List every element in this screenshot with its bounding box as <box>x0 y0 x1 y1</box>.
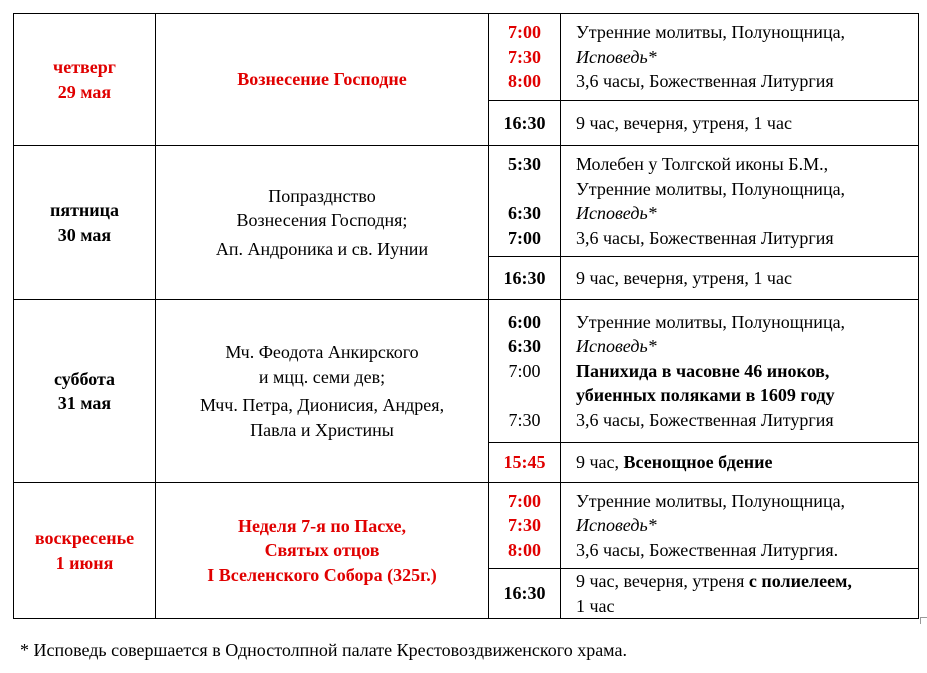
day-cell <box>14 300 156 483</box>
service-line: Всенощное бдение <box>623 452 773 473</box>
time: 6:30 <box>508 203 541 223</box>
time: 16:30 <box>503 267 546 288</box>
service-line: 9 час, вечерня, утреня, 1 час <box>576 267 792 288</box>
time: 7:30 <box>508 46 541 67</box>
time: 16:30 <box>503 112 546 133</box>
service-line: 3,6 часы, Божественная Литургия <box>576 71 834 92</box>
feast-cell <box>156 146 489 300</box>
table-row <box>14 146 919 257</box>
service-line: Утренние молитвы, Полунощница, <box>576 22 846 43</box>
service-line: убиенных поляками в 1609 году <box>576 385 835 406</box>
service-line: Молебен у Толгской иконы Б.М., <box>576 154 829 174</box>
weekday: суббота <box>53 368 116 389</box>
time: 5:30 <box>508 154 541 174</box>
feast-line: Вознесения Господня; <box>236 210 408 231</box>
feast-line: Святых отцов <box>264 540 380 561</box>
service-cell <box>561 443 919 483</box>
feast-cell <box>156 300 489 483</box>
time: 7:00 <box>508 360 541 381</box>
table-corner-marker <box>920 617 927 624</box>
service-line: Утренние молитвы, Полунощница, <box>576 311 846 332</box>
service-line: 3,6 часы, Божественная Литургия <box>576 227 834 248</box>
date: 31 мая <box>57 393 112 413</box>
service-line: Панихида в часовне 46 иноков, <box>576 360 830 381</box>
feast-line: Попразднство <box>268 185 376 206</box>
service-line: 3,6 часы, Божественная Литургия <box>576 409 834 430</box>
feast-line: и мцц. семи дев; <box>258 366 386 387</box>
time: 16:30 <box>503 583 546 604</box>
service-cell <box>561 14 919 101</box>
day-cell <box>14 483 156 619</box>
service-line: 3,6 часы, Божественная Литургия. <box>576 539 839 560</box>
time: 8:00 <box>508 539 541 560</box>
time: 6:30 <box>508 336 541 357</box>
footnote: * Исповедь совершается в Одностолпной палате Крестовоздвиженского храма. <box>20 640 627 660</box>
time: 7:30 <box>508 515 541 536</box>
service-line: 9 час, вечерня, утреня <box>576 571 745 591</box>
feast-line: Мчч. Петра, Дионисия, Андрея, <box>199 395 445 415</box>
service-line: Исповедь* <box>576 515 657 536</box>
service-line: Исповедь* <box>576 46 657 67</box>
service-line: Утренние молитвы, Полунощница, <box>576 490 846 511</box>
weekday: четверг <box>53 57 116 77</box>
time-cell <box>489 101 561 146</box>
service-line: Исповедь* <box>576 203 657 223</box>
table-row <box>14 14 919 101</box>
schedule-table <box>13 13 919 619</box>
time: 15:45 <box>503 452 546 473</box>
feast-line: Мч. Феодота Анкирского <box>225 342 419 362</box>
feast-line: Павла и Христины <box>250 419 394 440</box>
weekday: воскресенье <box>34 528 135 548</box>
day-cell <box>14 146 156 300</box>
time: 7:00 <box>508 22 541 43</box>
time: 7:30 <box>508 409 541 430</box>
feast-cell <box>156 483 489 619</box>
time-cell <box>489 257 561 300</box>
service-cell <box>561 101 919 146</box>
table-row <box>14 483 919 569</box>
feast-line: Вознесение Господне <box>237 69 407 90</box>
service-line: 9 час, <box>576 452 620 473</box>
feast-cell <box>156 14 489 146</box>
service-cell <box>561 257 919 300</box>
time-cell <box>489 300 561 443</box>
day-cell <box>14 14 156 146</box>
service-line: 9 час, вечерня, утреня, 1 час <box>576 112 792 133</box>
service-line: Утренние молитвы, Полунощница, <box>576 178 846 199</box>
table-row <box>14 300 919 443</box>
service-line: 1 час <box>576 595 615 616</box>
time: 7:00 <box>508 490 541 511</box>
service-cell <box>561 146 919 257</box>
feast-line: I Вселенского Собора (325г.) <box>207 564 437 585</box>
date: 29 мая <box>57 81 112 102</box>
time-cell <box>489 146 561 257</box>
time: 6:00 <box>508 311 541 332</box>
date: 1 июня <box>55 552 114 573</box>
service-cell <box>561 483 919 569</box>
time: 7:00 <box>508 227 541 248</box>
feast-line: Неделя 7-я по Пасхе, <box>237 515 407 536</box>
weekday: пятница <box>49 200 120 220</box>
time: 8:00 <box>508 71 541 92</box>
feast-line: Ап. Андроника и св. Иунии <box>215 238 429 259</box>
time-cell <box>489 14 561 101</box>
service-line: Исповедь* <box>576 336 657 357</box>
service-cell <box>561 300 919 443</box>
time-cell <box>489 443 561 483</box>
time-cell <box>489 483 561 569</box>
service-line: с полиелеем, <box>748 571 852 591</box>
time-cell <box>489 569 561 619</box>
date: 30 мая <box>57 224 112 245</box>
service-cell <box>561 569 919 619</box>
